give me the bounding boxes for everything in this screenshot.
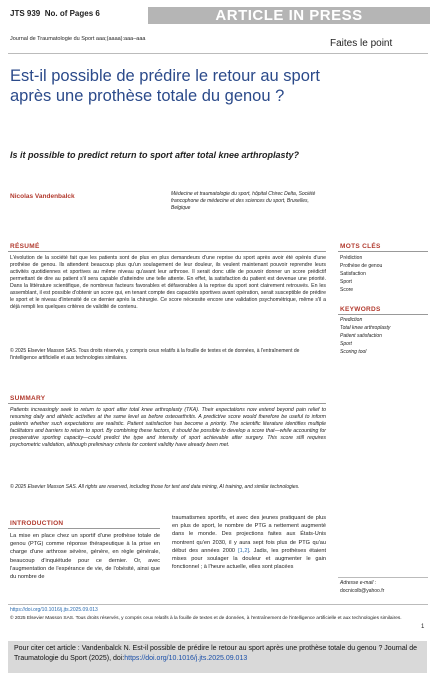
- journal-code: [10, 9, 100, 18]
- journal-code-text: JTS 939: [10, 9, 41, 18]
- author-affiliation: Médecine et traumatologie du sport, hôpital Chirec Delta, Société francophone de médecine et des sciences du sport, Bruxelles, Belgique: [171, 191, 316, 211]
- summary-text: Patients increasingly seek to return to sport after total knee arthroplasty (TKA). Their expectations now extend beyond pain relief to resuming daily and athletic activities at the same level as before osteoarthritis. A predictive score would therefore be useful to inform patients whether such expectations are realistic. Patient satisfaction has become a priority. The scientific literature identifies multiple facilitators and barriers to return to sport. By combining these factors, it should be possible to develop a score that—while accounting for preoperative sporting capacity—could predict the type and intensity of sport achievable after surgery. This score still requires psychometric validation, although preliminary criteria for content validity have already been met.: [10, 407, 326, 448]
- page-number: 1: [421, 624, 425, 630]
- mots-cles-item: Prédiction: [340, 255, 363, 261]
- mots-cles-list: [340, 254, 430, 294]
- doi-link[interactable]: https://doi.org/10.1016/j.jts.2025.09.013: [10, 607, 98, 613]
- footer-copyright: © 2025 Elsevier Masson SAS. Tous droits réservés, y compris ceux relatifs à la fouille de textes et de données, à l'entraînement de l'intelligence artificielle et aux technologies similaires.: [10, 616, 402, 621]
- keywords-list: [340, 316, 430, 356]
- article-title: Est-il possible de prédire le retour au sport après une prothèse totale du genou ?: [10, 67, 320, 105]
- keyword-item: Prediction: [340, 317, 363, 323]
- footer-divider: [8, 604, 428, 605]
- introduction-divider: [8, 528, 160, 529]
- journal-line: Journal de Traumatologie du Sport aaa;(aaaa):aaa–aaa: [10, 36, 146, 42]
- summary-copyright: © 2025 Elsevier Masson SAS. All rights are reserved, including those for text and data mining, AI training, and similar technologies.: [10, 484, 300, 490]
- mots-cles-divider: [338, 251, 428, 252]
- summary-heading: SUMMARY: [10, 395, 46, 402]
- introduction-column-1: La mise en place chez un sportif d'une prothèse totale de genou (PTG) comme réponse thérapeutique à la prise en charge d'une arthrose sévère, génère, en règle générale, beaucoup d'inquiétude pour ce dernier. Or, avec l'augmentation de l'espérance de vie, de l'obésité, ainsi que du nombre de: [10, 533, 160, 581]
- mots-cles-heading: MOTS CLÉS: [340, 243, 381, 250]
- citation-doi-link[interactable]: https://doi.org/10.1016/j.jts.2025.09.013: [124, 655, 248, 662]
- keyword-item: Patient satisfaction: [340, 333, 382, 339]
- mots-cles-item: Prothèse de genou: [340, 263, 383, 269]
- citation-text: [14, 644, 424, 664]
- mots-cles-item: Satisfaction: [340, 271, 366, 277]
- intro-text-b: . Jadis, les prothèses étaient mises pour soulager la douleur et augmenter le gain fonctionnel ; à l'heure actuelle, elles sont placées: [172, 547, 326, 571]
- article-in-press-banner: ARTICLE IN PRESS: [148, 7, 430, 24]
- citation-prefix: Pour citer cet article : Vandenbalck N. Est-il possible de prédire le retour au sport après une prothèse totale du genou ? Journal de Traumatologie du Sport (2025), doi:: [14, 645, 417, 662]
- summary-divider: [8, 403, 326, 404]
- email-label: Adresse e-mail :: [340, 580, 377, 586]
- resume-heading: RÉSUMÉ: [10, 243, 40, 250]
- introduction-heading: INTRODUCTION: [10, 520, 64, 527]
- keyword-item: Scoring tool: [340, 349, 367, 355]
- keywords-heading: KEYWORDS: [340, 306, 381, 313]
- mots-cles-item: Sport: [340, 279, 352, 285]
- email-address[interactable]: docnicolb@yahoo.fr: [340, 588, 385, 594]
- resume-text: L'évolution de la société fait que les patients sont de plus en plus demandeurs d'une reprise du sport après avoir été opérés d'une prothèse de genou. Ils attendent beaucoup plus qu'un soulagement de leur douleur, ils veulent maintenant pouvoir reprendre leurs activités quotidiennes et sportives au même niveau qu'avant leur arthrose. Il serait donc utile de pouvoir donner un score prédictif permettant de dire au patient s'il sera capable d'atteindre une telle attente. En effet, la satisfaction du patient est devenue une priorité. Dans la littérature scientifique, de nombreux facteurs favorables et défavorables à la reprise du sport sont clairement retrouvés. En les assemblant, il est possible d'obtenir un score qui, en tenant compte des capacités sportives avant opération, serait susceptible de prédire le sport et le niveau d'intensité de ce dernier après la chirurgie. Ce score nécessite encore une validation psychométrique, même s'il a déjà rempli les quelques critères de validité de contenu.: [10, 255, 326, 310]
- introduction-column-2: [172, 514, 326, 571]
- header-divider: [8, 53, 428, 54]
- section-label: Faites le point: [330, 38, 393, 49]
- keywords-divider: [338, 314, 428, 315]
- author-name: Nicolas Vandenbalck: [10, 193, 75, 200]
- contact-divider: [338, 577, 428, 578]
- pages-label: No. of Pages 6: [44, 9, 100, 18]
- resume-divider: [8, 251, 326, 252]
- keyword-item: Sport: [340, 341, 352, 347]
- keyword-item: Total knee arthroplasty: [340, 325, 391, 331]
- mots-cles-item: Score: [340, 287, 354, 293]
- article-subtitle: Is it possible to predict return to sport after total knee arthroplasty?: [10, 150, 300, 160]
- reference-link[interactable]: [1,2]: [238, 547, 250, 554]
- intro-text-a: traumatismes sportifs, et avec des jeunes pratiquant de plus en plus de sport, le nombre de PTG a nettement augmenté dans le monde. Des projections faites aux États-Unis montrent qu'en 2030, il y aura sept fois plus de PTG qu'au début des années 2000: [172, 515, 326, 554]
- resume-copyright: © 2025 Elsevier Masson SAS. Tous droits réservés, y compris ceux relatifs à la fouille de textes et de données, à l'entraînement de l'intelligence artificielle et aux technologies similaires.: [10, 348, 300, 361]
- top-bar: [0, 0, 435, 28]
